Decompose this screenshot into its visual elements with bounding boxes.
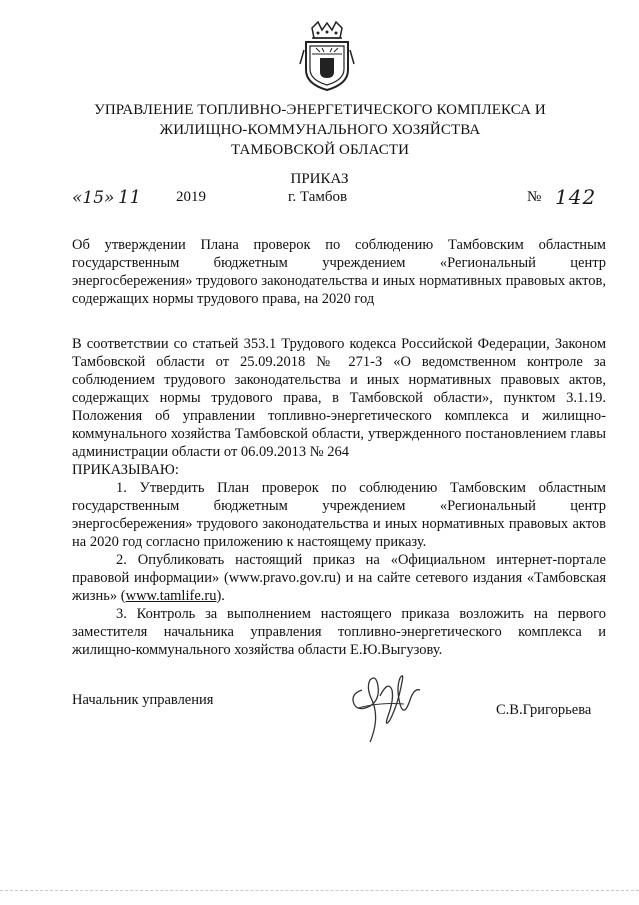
tamlife-link[interactable]: www.tamlife.ru — [125, 588, 217, 604]
order-city: г. Тамбов — [288, 189, 348, 205]
order-item-1: 1. Утвердить План проверок по соблюдению Тамбовским областным государственным бюджетным учреждением «Региональный центр энергосбережения» трудового законодательства и иных нормативных правовых актов на 2020 год согласно приложению к настоящему приказу. — [72, 480, 606, 550]
signer-position: Начальник управления — [72, 692, 214, 708]
order-item-2 — [72, 551, 606, 605]
ministry-header — [60, 100, 580, 160]
order-item-2-text: 2. Опубликовать настоящий приказ на «Официальном интернет-портале правовой информации» (www.pravo.gov.ru) и на сайте сетевого издания «Тамбовская жизнь» ( — [72, 552, 606, 604]
signer-name: С.В.Григорьева — [496, 702, 592, 718]
preamble: В соответствии со статьей 353.1 Трудового кодекса Российской Федерации, Законом Тамбовской области от 25.09.2018 № 271-З «О ведомственном контроле за соблюдением трудового законодательства и иных нормативных правовых актов, содержащих нормы трудового права, в Тамбовской области», пунктом 3.1.19. Положения об управлении топливно-энергетического комплекса и жилищно-коммунального хозяйства Тамбовской области, утвержденного постановлением главы администрации области от 06.09.2013 № 264 — [72, 336, 606, 460]
decree-word: ПРИКАЗЫВАЮ: — [72, 462, 179, 478]
order-subject: Об утверждении Плана проверок по соблюдению Тамбовским областным государственным бюджетным учреждением «Региональный центр энергосбережения» трудового законодательства и иных нормативных правовых актов, содержащих нормы трудового права, на 2020 год — [72, 237, 606, 307]
header-line-1: УПРАВЛЕНИЕ ТОПЛИВНО-ЭНЕРГЕТИЧЕСКОГО КОМПЛЕКСА И — [94, 102, 546, 118]
order-day: «15» — [72, 188, 115, 208]
order-body — [72, 335, 606, 659]
order-year: 2019 — [176, 189, 206, 205]
order-number: 142 — [555, 185, 597, 209]
coat-of-arms-emblem — [298, 20, 356, 92]
order-date-row — [72, 185, 612, 210]
order-item-2-end: ). — [216, 588, 225, 604]
page-bottom-divider — [0, 890, 639, 891]
order-title: ПРИКАЗ — [290, 171, 349, 187]
handwritten-signature — [340, 660, 440, 745]
order-item-3: 3. Контроль за выполнением настоящего приказа возложить на первого заместителя начальника управления топливно-энергетического комплекса и жилищно-коммунального хозяйства области Е.Ю.Выгузову. — [72, 606, 606, 658]
order-number-label: № — [527, 189, 542, 205]
header-line-2: ЖИЛИЩНО-КОММУНАЛЬНОГО ХОЗЯЙСТВА — [159, 122, 481, 138]
order-month: 11 — [118, 187, 141, 208]
header-line-3: ТАМБОВСКОЙ ОБЛАСТИ — [230, 142, 410, 158]
